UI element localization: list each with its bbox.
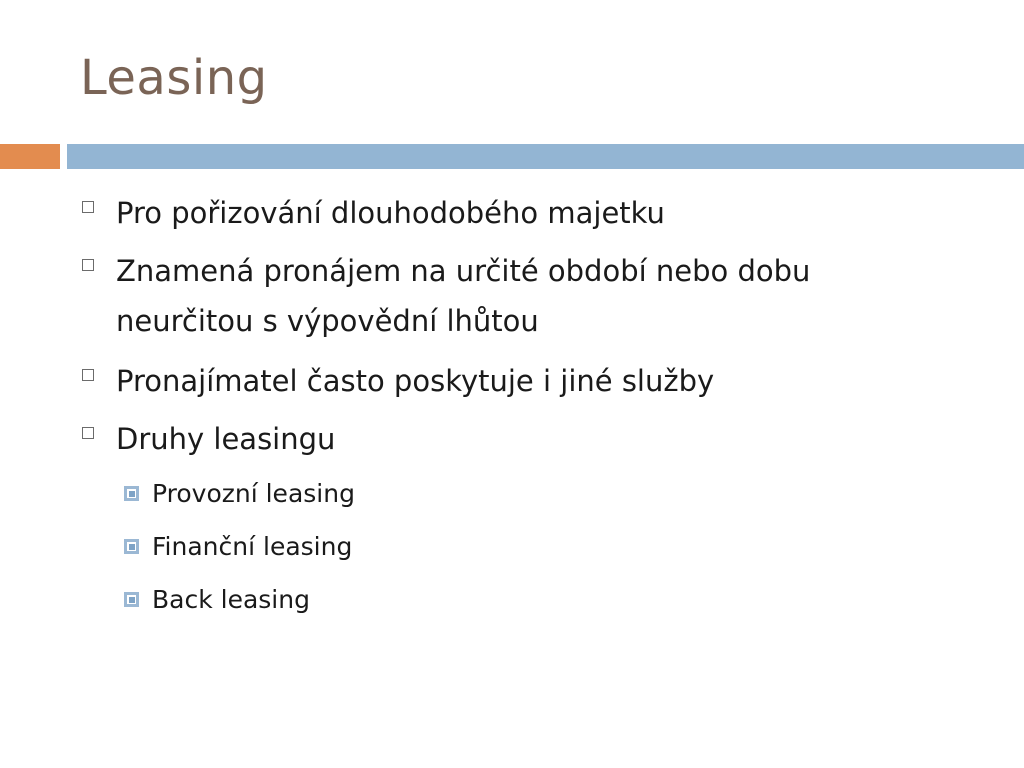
- sub-bullet-text: Provozní leasing: [152, 479, 355, 508]
- square-filled-bullet-icon: [124, 592, 139, 607]
- square-bullet-icon: [82, 201, 94, 213]
- accent-bar-blue: [67, 144, 1024, 169]
- square-bullet-icon: [82, 259, 94, 271]
- sub-bullet-text: Finanční leasing: [152, 532, 353, 561]
- bullet-text: Pronajímatel často poskytuje i jiné služby: [116, 364, 715, 398]
- accent-bar-orange: [0, 144, 60, 169]
- square-bullet-icon: [82, 369, 94, 381]
- sub-bullet-text: Back leasing: [152, 585, 310, 614]
- bullet-text: Pro pořizování dlouhodobého majetku: [116, 196, 665, 230]
- bullet-text: Znamená pronájem na určité období nebo dobu neurčitou s výpovědní lhůtou: [116, 254, 811, 338]
- square-bullet-icon: [82, 427, 94, 439]
- square-filled-bullet-icon: [124, 486, 139, 501]
- square-filled-bullet-icon: [124, 539, 139, 554]
- bullet-text: Druhy leasingu: [116, 422, 336, 456]
- slide-title: Leasing: [80, 50, 268, 106]
